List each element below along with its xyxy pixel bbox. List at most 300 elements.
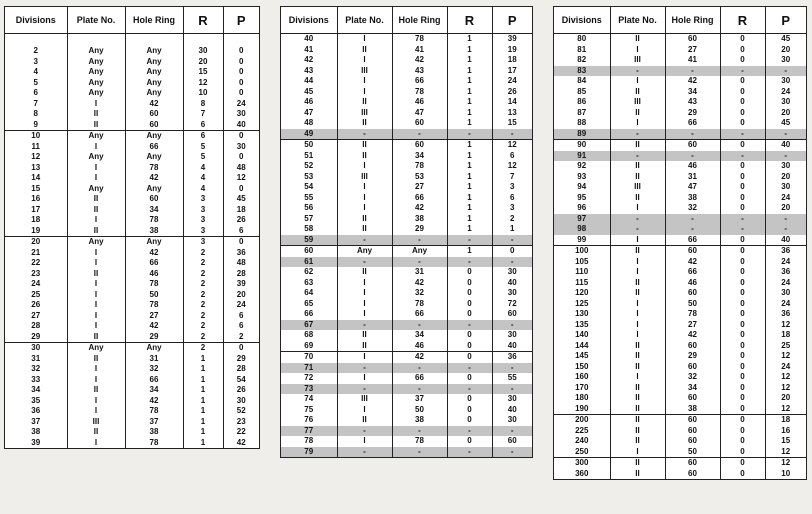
divisions-cell: 40 xyxy=(281,34,337,45)
p-cell: 24 xyxy=(236,300,246,310)
plate-no-cell: I xyxy=(67,163,125,174)
table-header xyxy=(281,7,532,34)
plate-no-cell: II xyxy=(610,246,665,257)
r-cell: 2 xyxy=(183,311,223,322)
plate-no-cell xyxy=(67,34,125,47)
p-cell: 54 xyxy=(236,374,246,384)
plate-no-cell: II xyxy=(337,267,392,278)
divisions-cell: 61 xyxy=(281,257,337,268)
hole-ring-cell: 47 xyxy=(392,108,447,119)
hole-ring-cell: 46 xyxy=(665,278,720,289)
divisions-cell: 65 xyxy=(281,299,337,310)
r-cell: - xyxy=(720,214,765,225)
table-row xyxy=(5,237,259,248)
r-cell: 2 xyxy=(183,290,223,301)
r-cell: 0 xyxy=(447,330,492,341)
divisions-cell: 21 xyxy=(5,248,67,259)
divisions-cell: 42 xyxy=(281,55,337,66)
plate-no-cell: - xyxy=(337,257,392,268)
plate-no-cell: II xyxy=(337,341,392,352)
r-cell: 0 xyxy=(720,426,765,437)
table-row xyxy=(5,215,259,226)
divisions-cell: 150 xyxy=(554,362,610,373)
r-cell: 10 xyxy=(183,88,223,99)
r-cell: 1 xyxy=(447,45,492,56)
table-row xyxy=(554,372,806,383)
p-cell: 18 xyxy=(765,415,806,426)
p-cell: 30 xyxy=(781,76,791,86)
r-cell: 0 xyxy=(447,352,492,363)
p-cell: 2 xyxy=(239,331,244,341)
plate-no-cell: - xyxy=(337,384,392,395)
hole-ring-cell: 60 xyxy=(665,246,720,257)
r-cell: - xyxy=(447,426,492,437)
plate-no-cell: I xyxy=(67,279,125,290)
divisions-cell: 17 xyxy=(5,205,67,216)
hole-ring-cell: 60 xyxy=(125,194,183,205)
hole-ring-cell: - xyxy=(392,384,447,395)
header-hole-ring: Hole Ring xyxy=(665,7,720,34)
r-cell: - xyxy=(720,151,765,162)
p-cell: 22 xyxy=(236,427,246,437)
table-row xyxy=(554,129,806,140)
table-row xyxy=(554,45,806,56)
hole-ring-cell: 78 xyxy=(392,436,447,447)
hole-ring-cell: 60 xyxy=(665,341,720,352)
r-cell: 0 xyxy=(720,330,765,341)
table-row xyxy=(554,214,806,225)
plate-no-cell: I xyxy=(337,55,392,66)
hole-ring-cell: 66 xyxy=(125,142,183,153)
p-cell: 40 xyxy=(765,140,806,151)
hole-ring-cell: Any xyxy=(125,88,183,99)
hole-ring-cell: - xyxy=(665,151,720,162)
plate-no-cell: II xyxy=(610,415,665,426)
divisions-cell: 140 xyxy=(554,330,610,341)
r-cell: 0 xyxy=(447,405,492,416)
r-cell: - xyxy=(447,447,492,458)
plate-no-cell: Any xyxy=(67,152,125,163)
divisions-cell: 86 xyxy=(554,97,610,108)
table-row xyxy=(554,309,806,320)
r-cell: 3 xyxy=(183,237,223,248)
hole-ring-cell: 66 xyxy=(665,118,720,129)
table-row xyxy=(281,76,532,87)
plate-no-cell: I xyxy=(337,405,392,416)
hole-ring-cell: - xyxy=(392,235,447,246)
r-cell: 1 xyxy=(183,364,223,375)
divisions-cell: 72 xyxy=(281,373,337,384)
r-cell: 2 xyxy=(183,279,223,290)
p-cell: 20 xyxy=(781,171,791,181)
table-row xyxy=(281,394,532,405)
hole-ring-cell: 38 xyxy=(392,415,447,426)
hole-ring-cell: 60 xyxy=(665,362,720,373)
table-row xyxy=(281,426,532,437)
p-cell: - xyxy=(765,224,806,235)
table-row xyxy=(5,279,259,290)
p-cell: 30 xyxy=(236,395,246,405)
table-row xyxy=(5,34,259,47)
hole-ring-cell: 38 xyxy=(125,427,183,438)
table-row xyxy=(554,426,806,437)
table-row xyxy=(281,278,532,289)
header-p: P xyxy=(223,7,259,34)
plate-no-cell: I xyxy=(610,257,665,268)
table-row xyxy=(5,385,259,396)
plate-no-cell: I xyxy=(337,309,392,320)
divisions-cell: 52 xyxy=(281,161,337,172)
r-cell: 0 xyxy=(720,469,765,480)
r-cell: 6 xyxy=(183,120,223,131)
table-row xyxy=(554,55,806,66)
hole-ring-cell: - xyxy=(665,129,720,140)
plate-no-cell: Any xyxy=(67,237,125,248)
divisions-cell: 87 xyxy=(554,108,610,119)
divisions-cell: 77 xyxy=(281,426,337,437)
divisions-cell: 13 xyxy=(5,163,67,174)
p-cell: 0 xyxy=(239,56,244,66)
plate-no-cell: I xyxy=(67,375,125,386)
p-cell: 12 xyxy=(781,382,791,392)
divisions-cell: 19 xyxy=(5,226,67,237)
p-cell: 18 xyxy=(507,55,517,65)
divisions-cell: 56 xyxy=(281,203,337,214)
p-cell: 6 xyxy=(239,321,244,331)
plate-no-cell: - xyxy=(610,151,665,162)
p-cell: 24 xyxy=(781,298,791,308)
r-cell: 0 xyxy=(720,34,765,45)
hole-ring-cell: 60 xyxy=(665,415,720,426)
hole-ring-cell: 66 xyxy=(125,375,183,386)
table-row xyxy=(281,352,532,363)
header-divisions: Divisions xyxy=(281,7,337,34)
p-cell: 40 xyxy=(781,234,791,244)
table-row xyxy=(554,193,806,204)
hole-ring-cell: - xyxy=(665,214,720,225)
r-cell: 0 xyxy=(720,203,765,214)
hole-ring-cell: - xyxy=(392,426,447,437)
divisions-cell: 90 xyxy=(554,140,610,151)
p-cell: 39 xyxy=(507,34,517,44)
table-row xyxy=(554,140,806,151)
hole-ring-cell: 50 xyxy=(665,299,720,310)
r-cell: 12 xyxy=(183,78,223,89)
divisions-cell: 46 xyxy=(281,97,337,108)
table-row xyxy=(281,309,532,320)
plate-no-cell: I xyxy=(610,45,665,56)
r-cell: 3 xyxy=(183,226,223,237)
r-cell: 3 xyxy=(183,205,223,216)
r-cell: 1 xyxy=(447,203,492,214)
r-cell: 5 xyxy=(183,142,223,153)
r-cell: 0 xyxy=(720,415,765,426)
p-cell: 36 xyxy=(781,309,791,319)
plate-no-cell: I xyxy=(67,300,125,311)
table-header xyxy=(554,7,806,34)
plate-no-cell: II xyxy=(67,226,125,237)
plate-no-cell: II xyxy=(610,140,665,151)
p-cell: 0 xyxy=(239,77,244,87)
divisions-cell: 7 xyxy=(5,99,67,110)
divisions-cell: 2 xyxy=(5,46,67,57)
plate-no-cell: II xyxy=(337,415,392,426)
p-cell: 0 xyxy=(223,343,259,354)
hole-ring-cell: - xyxy=(392,129,447,140)
table-row xyxy=(281,151,532,162)
p-cell: 40 xyxy=(236,119,246,129)
header-p: P xyxy=(765,7,806,34)
table-row xyxy=(5,332,259,343)
r-cell: - xyxy=(447,129,492,140)
hole-ring-cell: 50 xyxy=(665,447,720,458)
r-cell: 0 xyxy=(720,341,765,352)
p-cell: 12 xyxy=(781,351,791,361)
r-cell: - xyxy=(720,129,765,140)
p-cell: 0 xyxy=(239,183,244,193)
divisions-cell: 84 xyxy=(554,76,610,87)
divisions-cell: 31 xyxy=(5,354,67,365)
plate-no-cell: Any xyxy=(67,88,125,99)
divisions-cell: 92 xyxy=(554,161,610,172)
plate-no-cell: I xyxy=(610,267,665,278)
r-cell: 7 xyxy=(183,109,223,120)
divisions-cell: 39 xyxy=(5,438,67,449)
divisions-cell: 96 xyxy=(554,203,610,214)
table-row xyxy=(5,396,259,407)
r-cell: 2 xyxy=(183,343,223,354)
table-row xyxy=(281,203,532,214)
r-cell: - xyxy=(447,235,492,246)
table-row xyxy=(281,299,532,310)
table-row xyxy=(281,384,532,395)
r-cell: 0 xyxy=(720,55,765,66)
r-cell: 0 xyxy=(447,299,492,310)
table-row xyxy=(281,214,532,225)
plate-no-cell: Any xyxy=(67,46,125,57)
divisions-cell: 37 xyxy=(5,417,67,428)
table-row xyxy=(554,34,806,45)
table-row xyxy=(5,226,259,237)
divisions-cell: 125 xyxy=(554,299,610,310)
table-row xyxy=(5,88,259,99)
r-cell: 1 xyxy=(183,354,223,365)
plate-no-cell: - xyxy=(610,129,665,140)
p-cell: 19 xyxy=(507,44,517,54)
plate-no-cell: I xyxy=(337,299,392,310)
p-cell: 30 xyxy=(781,97,791,107)
hole-ring-cell: 42 xyxy=(665,257,720,268)
plate-no-cell: - xyxy=(337,129,392,140)
r-cell: 1 xyxy=(447,118,492,129)
table-row xyxy=(554,351,806,362)
hole-ring-cell: Any xyxy=(125,67,183,78)
table-row xyxy=(281,45,532,56)
plate-no-cell: II xyxy=(610,278,665,289)
table-row xyxy=(554,362,806,373)
hole-ring-cell: 42 xyxy=(392,55,447,66)
hole-ring-cell: Any xyxy=(125,184,183,195)
divisions-cell xyxy=(5,34,67,47)
hole-ring-cell: 32 xyxy=(665,372,720,383)
p-cell: 12 xyxy=(781,372,791,382)
hole-ring-cell: 29 xyxy=(665,108,720,119)
hole-ring-cell: 46 xyxy=(392,341,447,352)
table-row xyxy=(554,393,806,404)
r-cell: 2 xyxy=(183,300,223,311)
hole-ring-cell: Any xyxy=(125,78,183,89)
hole-ring-cell: 78 xyxy=(392,161,447,172)
plate-no-cell: II xyxy=(610,351,665,362)
table-row xyxy=(554,118,806,129)
p-cell: 48 xyxy=(236,258,246,268)
divisions-cell: 66 xyxy=(281,309,337,320)
table-row xyxy=(554,97,806,108)
hole-ring-cell: Any xyxy=(125,237,183,248)
divisions-cell: 88 xyxy=(554,118,610,129)
p-cell: 3 xyxy=(510,203,515,213)
p-cell: 0 xyxy=(239,67,244,77)
r-cell: 0 xyxy=(720,351,765,362)
p-cell: 45 xyxy=(236,194,246,204)
plate-no-cell: - xyxy=(337,363,392,374)
r-cell: 0 xyxy=(447,341,492,352)
plate-no-cell: I xyxy=(67,438,125,449)
table-row xyxy=(554,278,806,289)
plate-no-cell: II xyxy=(610,404,665,415)
header-plate-no: Plate No. xyxy=(610,7,665,34)
divisions-cell: 80 xyxy=(554,34,610,45)
hole-ring-cell: 50 xyxy=(125,290,183,301)
r-cell: 2 xyxy=(183,258,223,269)
plate-no-cell: II xyxy=(67,354,125,365)
p-cell: - xyxy=(492,257,532,268)
plate-no-cell: II xyxy=(610,87,665,98)
p-cell: 72 xyxy=(507,298,517,308)
p-cell: 30 xyxy=(507,267,517,277)
plate-no-cell: II xyxy=(610,161,665,172)
divisions-cell: 225 xyxy=(554,426,610,437)
hole-ring-cell: 60 xyxy=(665,469,720,480)
table-row xyxy=(5,67,259,78)
hole-ring-cell: Any xyxy=(125,46,183,57)
table-header xyxy=(5,7,259,34)
r-cell: 0 xyxy=(720,309,765,320)
divisions-cell: 135 xyxy=(554,320,610,331)
divisions-cell: 300 xyxy=(554,458,610,469)
header-p: P xyxy=(492,7,532,34)
p-cell: - xyxy=(492,384,532,395)
r-cell: 1 xyxy=(447,55,492,66)
plate-no-cell: I xyxy=(337,87,392,98)
table-row xyxy=(5,269,259,280)
divisions-cell: 59 xyxy=(281,235,337,246)
hole-ring-cell: 41 xyxy=(665,55,720,66)
table-row xyxy=(281,257,532,268)
table-row xyxy=(554,161,806,172)
hole-ring-cell: 66 xyxy=(665,235,720,246)
divisions-cell: 81 xyxy=(554,45,610,56)
p-cell: - xyxy=(765,66,806,77)
divisions-cell: 10 xyxy=(5,131,67,142)
divisions-cell: 23 xyxy=(5,269,67,280)
divisions-cell: 57 xyxy=(281,214,337,225)
p-cell: 20 xyxy=(236,289,246,299)
table-row xyxy=(554,76,806,87)
table-row xyxy=(281,447,532,458)
plate-no-cell: I xyxy=(67,99,125,110)
hole-ring-cell: 37 xyxy=(392,394,447,405)
table-row xyxy=(554,182,806,193)
hole-ring-cell: 46 xyxy=(665,161,720,172)
divisions-cell: 85 xyxy=(554,87,610,98)
p-cell: 20 xyxy=(781,107,791,117)
table-row xyxy=(5,300,259,311)
p-cell: 20 xyxy=(781,44,791,54)
hole-ring-cell: - xyxy=(392,363,447,374)
p-cell: 6 xyxy=(510,192,515,202)
table-row xyxy=(281,34,532,45)
hole-ring-cell: 42 xyxy=(665,330,720,341)
divisions-cell: 4 xyxy=(5,67,67,78)
hole-ring-cell: 60 xyxy=(665,34,720,45)
plate-no-cell: Any xyxy=(67,57,125,68)
hole-ring-cell: 42 xyxy=(125,173,183,184)
r-cell: 1 xyxy=(183,385,223,396)
p-cell: 40 xyxy=(507,277,517,287)
table-row xyxy=(5,364,259,375)
p-cell: 28 xyxy=(236,364,246,374)
r-cell: 0 xyxy=(720,235,765,246)
plate-no-cell: I xyxy=(610,299,665,310)
table-row xyxy=(281,267,532,278)
divisions-cell: 120 xyxy=(554,288,610,299)
p-cell: 12 xyxy=(781,446,791,456)
table-row xyxy=(281,182,532,193)
plate-no-cell: II xyxy=(337,151,392,162)
hole-ring-cell: 66 xyxy=(125,258,183,269)
header-r: R xyxy=(720,7,765,34)
r-cell: 0 xyxy=(447,309,492,320)
r-cell: 8 xyxy=(183,99,223,110)
divisions-cell: 170 xyxy=(554,383,610,394)
r-cell: 0 xyxy=(720,299,765,310)
hole-ring-cell: 78 xyxy=(125,163,183,174)
plate-no-cell: I xyxy=(610,372,665,383)
p-cell: - xyxy=(492,235,532,246)
divisions-cell: 16 xyxy=(5,194,67,205)
plate-no-cell: III xyxy=(67,417,125,428)
plate-no-cell: II xyxy=(610,362,665,373)
table-row xyxy=(5,375,259,386)
divisions-cell: 240 xyxy=(554,436,610,447)
p-cell: 24 xyxy=(781,86,791,96)
divisions-cell: 11 xyxy=(5,142,67,153)
p-cell: 26 xyxy=(236,215,246,225)
hole-ring-cell: 32 xyxy=(125,364,183,375)
p-cell: 36 xyxy=(492,352,532,363)
p-cell: 45 xyxy=(781,34,791,44)
p-cell: 42 xyxy=(236,437,246,447)
r-cell: 1 xyxy=(447,193,492,204)
divisions-cell: 60 xyxy=(281,246,337,257)
divisions-cell: 6 xyxy=(5,88,67,99)
plate-no-cell: I xyxy=(67,311,125,322)
r-cell: - xyxy=(720,224,765,235)
divisions-cell: 58 xyxy=(281,224,337,235)
r-cell: 1 xyxy=(447,172,492,183)
r-cell: 0 xyxy=(720,383,765,394)
